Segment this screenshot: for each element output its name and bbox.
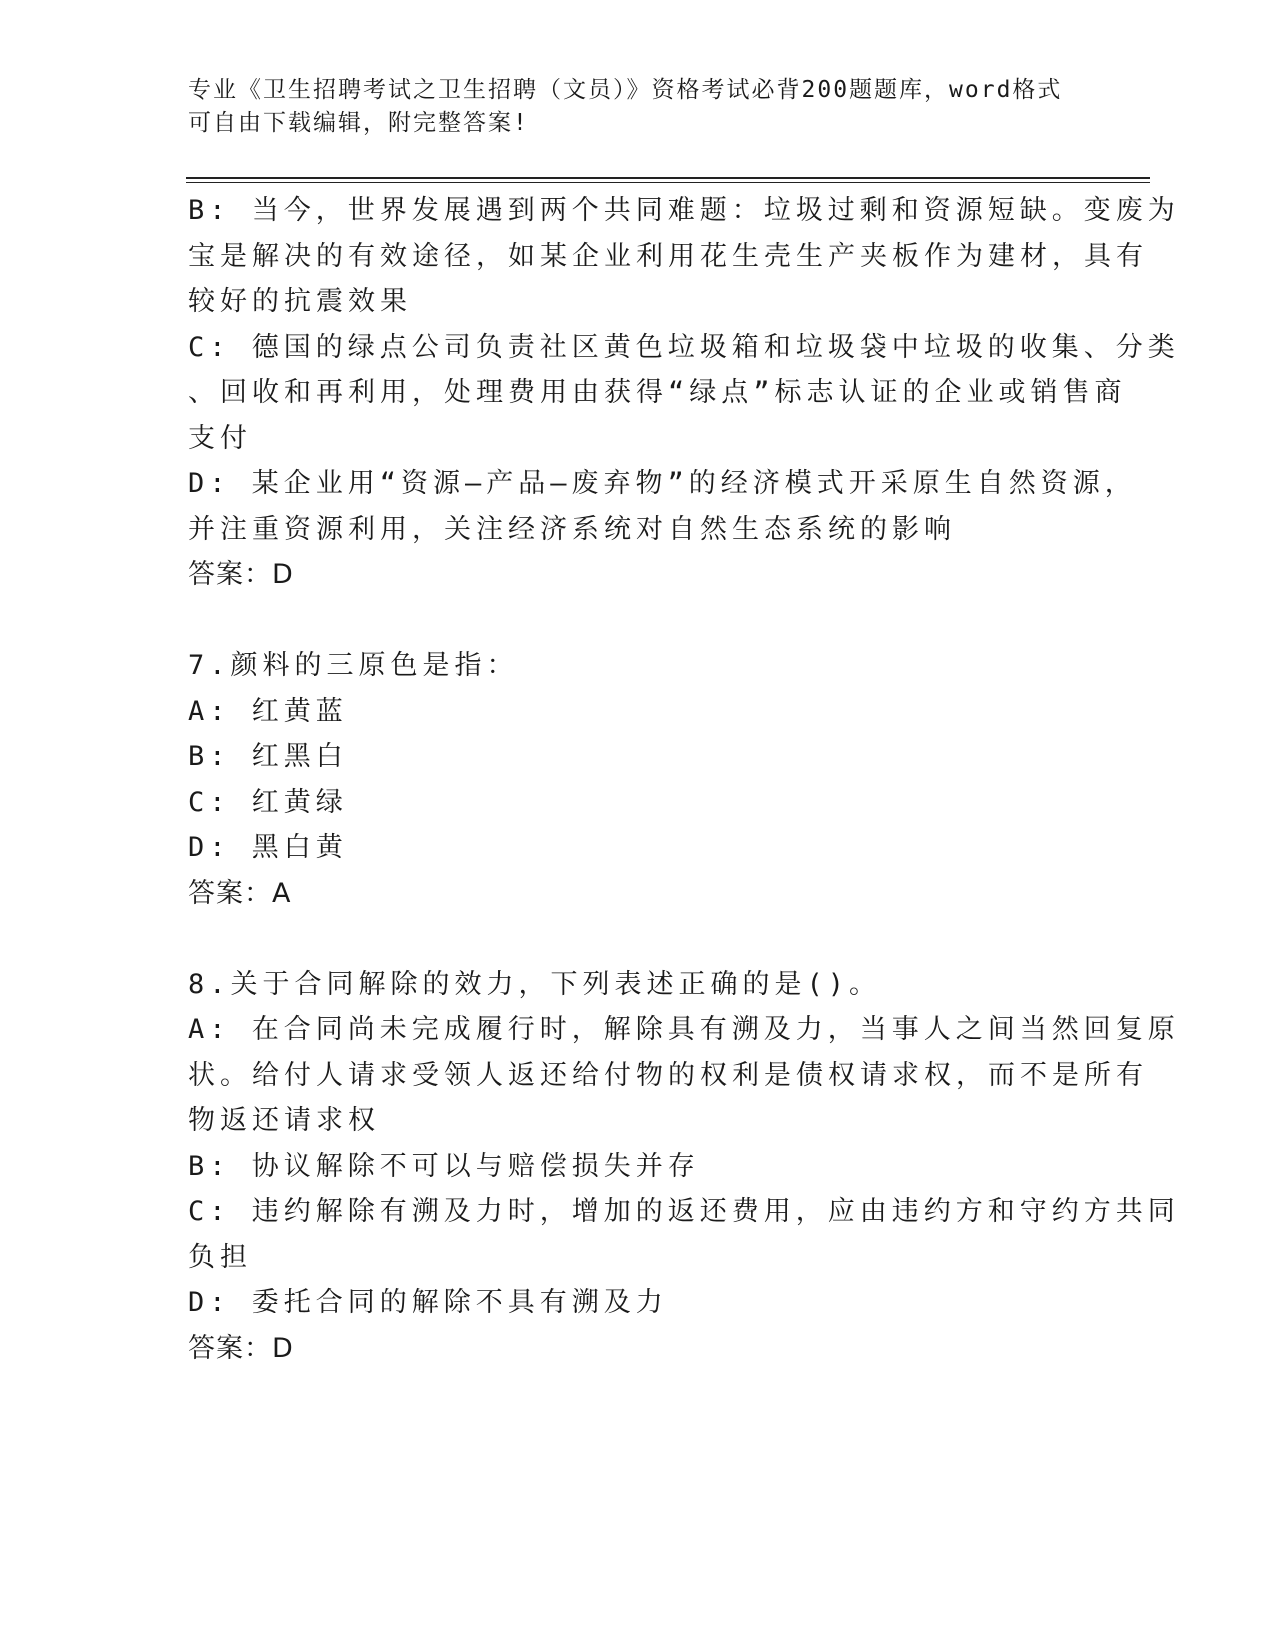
option-d: D: 委托合同的解除不具有溯及力 [188, 1287, 668, 1318]
option-b-line: 宝是解决的有效途径，如某企业利用花生壳生产夹板作为建材，具有 [188, 240, 1148, 272]
answer-line: 答案：D [188, 1332, 294, 1364]
question-7 [188, 643, 1088, 916]
option-a: A: 红黄蓝 [188, 695, 348, 727]
option-c-line: C: 违约解除有溯及力时，增加的返还费用，应由违约方和守约方共同 [188, 1196, 1180, 1227]
option-d: D: 黑白黄 [188, 832, 348, 863]
header-line-2: 可自由下载编辑，附完整答案! [188, 110, 529, 136]
option-b: B: 红黑白 [188, 741, 348, 772]
spacer [188, 916, 1088, 962]
option-a-line: 状。给付人请求受领人返还给付物的权利是债权请求权，而不是所有 [188, 1059, 1148, 1091]
question-text: 8.关于合同解除的效力，下列表述正确的是()。 [188, 968, 882, 1000]
header-line-1: 专业《卫生招聘考试之卫生招聘（文员）》资格考试必背200题题库，word格式 [188, 77, 1063, 103]
option-a-line: A: 在合同尚未完成履行时，解除具有溯及力，当事人之间当然回复原 [188, 1014, 1180, 1045]
page-header [188, 74, 1088, 140]
option-c-line: 、回收和再利用，处理费用由获得“绿点”标志认证的企业或销售商 [188, 377, 1127, 408]
option-c-line: C: 德国的绿点公司负责社区黄色垃圾箱和垃圾袋中垃圾的收集、分类 [188, 331, 1180, 363]
question-text: 7.颜料的三原色是指： [188, 650, 519, 681]
spacer [188, 598, 1088, 644]
document-body [188, 188, 1180, 1371]
option-c-line: 负担 [188, 1241, 252, 1273]
option-d-line: D: 某企业用“资源—产品—废弃物”的经济模式开采原生自然资源， [188, 468, 1137, 499]
option-b-line: B: 当今，世界发展遇到两个共同难题：垃圾过剩和资源短缺。变废为 [188, 195, 1180, 226]
option-c: C: 红黄绿 [188, 786, 348, 818]
question-8 [188, 962, 1180, 1372]
header-divider [186, 177, 1150, 183]
question-6-continued [188, 188, 1180, 598]
option-d-line: 并注重资源利用，关注经济系统对自然生态系统的影响 [188, 513, 956, 545]
option-b: B: 协议解除不可以与赔偿损失并存 [188, 1150, 700, 1182]
option-b-line: 较好的抗震效果 [188, 286, 412, 317]
option-c-line: 支付 [188, 422, 252, 454]
answer-line: 答案：D [188, 559, 294, 590]
answer-line: 答案：A [188, 877, 292, 909]
option-a-line: 物返还请求权 [188, 1105, 380, 1136]
